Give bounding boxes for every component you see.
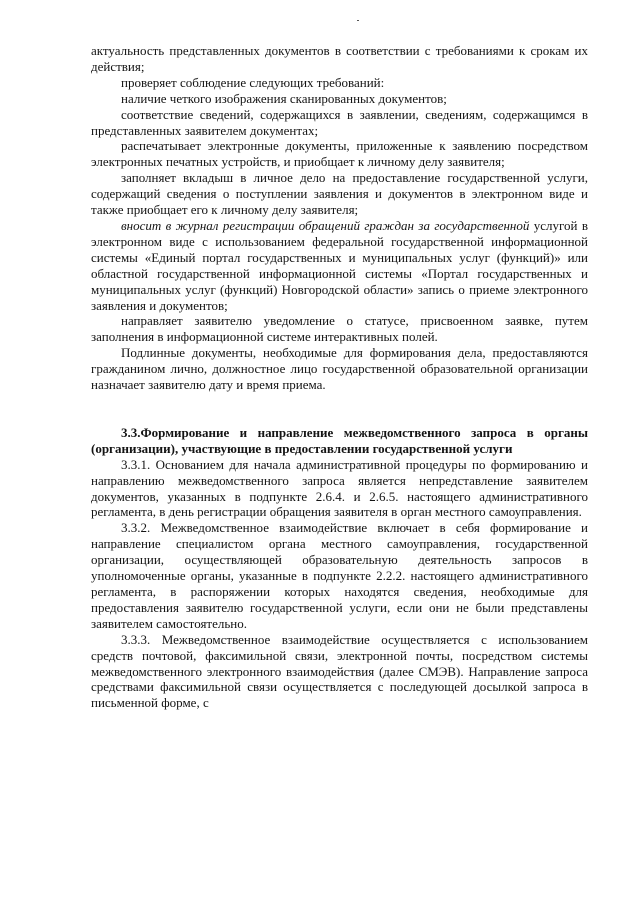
italic-phrase: вносит в журнал регистрации обращений граждан за государственной [121,217,530,233]
paragraph: 3.3.3. Межведомственное взаимодействие осуществляется с использованием средств почтовой, факсимильной связи, электронной почты, посредством системы межведомственного электронного взаимодействия (далее СМЭВ). Направление запроса средствами факсимильной связи осуществляется с последующей досылкой запроса в письменной форме, с [91,631,588,711]
paragraph: заполняет вкладыш в личное дело на предоставление государственной услуги, содержащий сведения о поступлении заявления и документов в электронном виде и также приобщает его к личному делу заявителя; [91,170,588,218]
paragraph: 3.3.2. Межведомственное взаимодействие включает в себя формирование и направление специалистом органа местного самоуправления, государственной организации, осуществляющей образовательную деятельность запросов в уполномоченные органы, указанные в подпункте 2.2.2. настоящего административного регламента, в распоряжении которых находятся сведения, необходимые для предоставления заявителю государственной услуги, если они не были представлены заявителем самостоятельно. [91,520,588,631]
paragraph: проверяет соблюдение следующих требований: [121,74,385,90]
paragraph: Подлинные документы, необходимые для формирования дела, предоставляются гражданином лично, должностное лицо государственной образовательной организации назначает заявителю дату и время приема. [91,345,588,393]
paragraph: соответствие сведений, содержащихся в заявлении, сведениям, содержащимся в представленных заявителем документах; [91,106,588,138]
paragraph: направляет заявителю уведомление о статусе, присвоенном заявке, путем заполнения в информационной системе интерактивных полей. [91,313,588,345]
paragraph: наличие четкого изображения сканированных документов; [121,90,447,106]
paragraph: распечатывает электронные документы, приложенные к заявлению посредством электронных печатных устройств, и приобщает к личному делу заявителя; [91,138,588,170]
page-mark [357,20,359,21]
section-gap [91,393,588,425]
paragraph: актуальность представленных документов в соответствии с требованиями к срокам их действия; [91,43,588,74]
paragraph-rest: услугой в электронном виде с использованием федеральной государственной информационной системы «Единый портал государственных и муниципальных услуг (функций)» или областной государственной информационной системы «Портал государственных и муниципальных услуг (функций) Новгородской области» запись о приеме электронного заявления и документов; [91,217,589,313]
paragraph-italic-start [91,218,588,313]
paragraph: 3.3.1. Основанием для начала административной процедуры по формированию и направлению межведомственного запроса является непредставление заявителем документов, указанных в подпункте 2.6.4. и 2.6.5. настоящего административного регламента, в день регистрации обращения заявителя в орган местного самоуправления. [91,456,588,520]
document-body [91,43,588,711]
section-heading: 3.3.Формирование и направление межведомственного запроса в органы (организации), участвующие в предоставлении государственной услуги [91,424,588,456]
